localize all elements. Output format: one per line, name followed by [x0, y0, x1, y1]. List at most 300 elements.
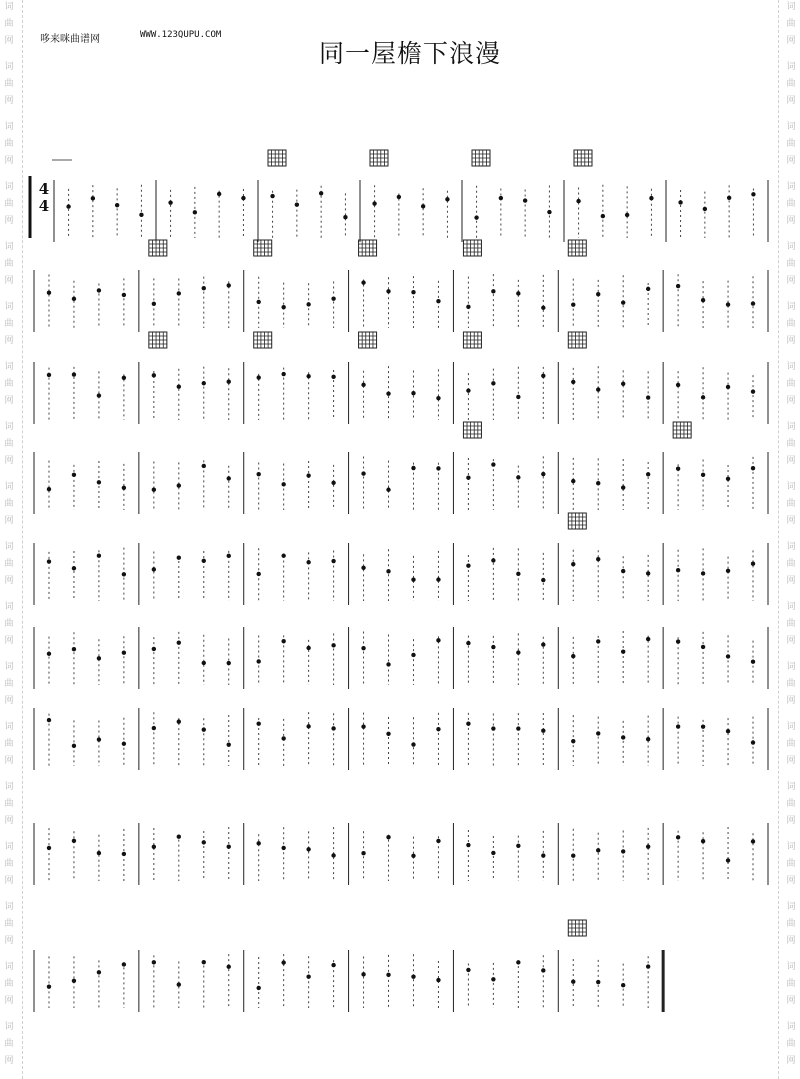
note-head: [361, 646, 365, 650]
note-head: [646, 964, 650, 968]
note-head: [72, 979, 76, 983]
watermark-char: 词: [4, 782, 14, 792]
note-head: [436, 577, 440, 581]
note-head: [97, 554, 101, 558]
note-head: [727, 196, 731, 200]
watermark-char: 词: [786, 302, 796, 312]
note-head: [386, 732, 390, 736]
watermark-char: 曲: [786, 919, 796, 929]
note-head: [436, 638, 440, 642]
watermark-char: 曲: [4, 559, 14, 569]
watermark-char: 曲: [786, 259, 796, 269]
note-head: [306, 724, 310, 728]
note-head: [601, 214, 605, 218]
note-head: [621, 485, 625, 489]
note-head: [361, 471, 365, 475]
note-head: [397, 195, 401, 199]
note-head: [256, 722, 260, 726]
note-head: [343, 215, 347, 219]
note-head: [676, 383, 680, 387]
note-head: [97, 393, 101, 397]
note-head: [421, 204, 425, 208]
note-head: [516, 572, 520, 576]
note-head: [436, 978, 440, 982]
watermark-char: 网: [786, 36, 796, 46]
watermark-char: 词: [4, 62, 14, 72]
note-head: [541, 374, 545, 378]
note-head: [703, 207, 707, 211]
watermark-char: 网: [4, 156, 14, 166]
note-head: [516, 475, 520, 479]
note-head: [701, 839, 705, 843]
note-head: [386, 973, 390, 977]
watermark-char: 网: [4, 516, 14, 526]
note-head: [177, 556, 181, 560]
watermark-char: 网: [4, 696, 14, 706]
note-head: [751, 192, 755, 196]
note-head: [306, 473, 310, 477]
note-head: [47, 291, 51, 295]
watermark-char: 网: [786, 276, 796, 286]
note-head: [227, 845, 231, 849]
note-head: [331, 559, 335, 563]
watermark-char: 曲: [4, 1039, 14, 1049]
note-head: [331, 481, 335, 485]
watermark-char: 曲: [786, 679, 796, 689]
chord-diagram: [568, 920, 586, 936]
note-head: [701, 724, 705, 728]
note-head: [281, 639, 285, 643]
note-head: [596, 639, 600, 643]
note-head: [751, 740, 755, 744]
note-head: [411, 577, 415, 581]
watermark-char: 曲: [4, 379, 14, 389]
note-head: [726, 654, 730, 658]
watermark-char: 词: [4, 902, 14, 912]
note-head: [621, 735, 625, 739]
watermark-char: 曲: [4, 439, 14, 449]
chord-diagram: [254, 332, 272, 348]
note-head: [306, 302, 310, 306]
note-head: [256, 572, 260, 576]
note-head: [227, 283, 231, 287]
note-head: [516, 844, 520, 848]
note-head: [47, 652, 51, 656]
watermark-char: 网: [4, 96, 14, 106]
note-head: [596, 387, 600, 391]
note-head: [202, 840, 206, 844]
watermark-char: 词: [4, 482, 14, 492]
note-head: [281, 960, 285, 964]
note-head: [571, 562, 575, 566]
watermark-char: 词: [4, 722, 14, 732]
note-head: [47, 984, 51, 988]
watermark-char: 曲: [786, 859, 796, 869]
watermark-char: 词: [786, 482, 796, 492]
note-head: [646, 637, 650, 641]
note-head: [751, 389, 755, 393]
note-head: [466, 476, 470, 480]
note-head: [491, 977, 495, 981]
chord-diagram: [568, 240, 586, 256]
watermark-char: 词: [786, 662, 796, 672]
note-head: [466, 968, 470, 972]
watermark-char: 网: [786, 576, 796, 586]
site-url[interactable]: WWW.123QUPU.COM: [140, 30, 222, 40]
note-head: [436, 839, 440, 843]
watermark-char: 词: [4, 1022, 14, 1032]
note-head: [547, 210, 551, 214]
watermark-char: 词: [786, 422, 796, 432]
note-head: [571, 980, 575, 984]
note-head: [596, 980, 600, 984]
note-head: [47, 718, 51, 722]
watermark-char: 曲: [4, 259, 14, 269]
note-head: [596, 481, 600, 485]
watermark-char: 网: [4, 936, 14, 946]
watermark-char: 网: [4, 216, 14, 226]
watermark-char: 曲: [786, 19, 796, 29]
note-head: [152, 302, 156, 306]
watermark-char: 网: [4, 276, 14, 286]
note-head: [516, 395, 520, 399]
note-head: [726, 858, 730, 862]
note-head: [281, 372, 285, 376]
note-head: [676, 639, 680, 643]
note-head: [541, 853, 545, 857]
watermark-char: 曲: [4, 199, 14, 209]
chord-diagram: [254, 240, 272, 256]
note-head: [122, 742, 126, 746]
note-head: [227, 661, 231, 665]
watermark-char: 曲: [4, 319, 14, 329]
note-head: [726, 729, 730, 733]
watermark-char: 曲: [786, 619, 796, 629]
watermark-char: 网: [4, 756, 14, 766]
chord-diagram: [673, 422, 691, 438]
note-head: [386, 662, 390, 666]
watermark-char: 网: [786, 696, 796, 706]
watermark-char: 词: [4, 662, 14, 672]
note-head: [571, 654, 575, 658]
note-head: [491, 462, 495, 466]
note-head: [281, 736, 285, 740]
note-head: [319, 191, 323, 195]
note-head: [47, 846, 51, 850]
note-head: [47, 559, 51, 563]
note-head: [436, 466, 440, 470]
note-head: [177, 640, 181, 644]
chord-diagram: [359, 332, 377, 348]
time-signature-bottom: 4: [38, 197, 50, 215]
watermark-char: 网: [4, 36, 14, 46]
watermark-char: 网: [786, 516, 796, 526]
note-head: [256, 986, 260, 990]
chord-diagram: [359, 240, 377, 256]
note-head: [47, 487, 51, 491]
watermark-char: 网: [786, 756, 796, 766]
note-head: [541, 729, 545, 733]
note-head: [751, 562, 755, 566]
note-head: [256, 841, 260, 845]
note-head: [202, 464, 206, 468]
note-head: [411, 653, 415, 657]
watermark-char: 词: [786, 62, 796, 72]
note-head: [72, 473, 76, 477]
watermark-char: 词: [4, 362, 14, 372]
note-head: [139, 213, 143, 217]
note-head: [386, 391, 390, 395]
note-head: [411, 391, 415, 395]
note-head: [646, 844, 650, 848]
note-head: [491, 726, 495, 730]
note-head: [491, 558, 495, 562]
note-head: [202, 381, 206, 385]
watermark-char: 词: [786, 2, 796, 12]
note-head: [72, 647, 76, 651]
note-head: [331, 963, 335, 967]
note-head: [97, 851, 101, 855]
note-head: [177, 384, 181, 388]
note-head: [168, 200, 172, 204]
watermark-char: 曲: [786, 559, 796, 569]
watermark-char: 网: [4, 996, 14, 1006]
chord-diagram: [463, 422, 481, 438]
note-head: [202, 286, 206, 290]
note-head: [66, 204, 70, 208]
watermark-char: 曲: [786, 139, 796, 149]
note-head: [241, 196, 245, 200]
note-head: [676, 466, 680, 470]
watermark-char: 网: [4, 1056, 14, 1066]
note-head: [576, 199, 580, 203]
watermark-char: 曲: [4, 739, 14, 749]
note-head: [270, 194, 274, 198]
watermark-char: 曲: [786, 319, 796, 329]
note-head: [676, 568, 680, 572]
note-head: [372, 201, 376, 205]
note-head: [646, 287, 650, 291]
chord-diagram: [574, 150, 592, 166]
watermark-char: 曲: [786, 199, 796, 209]
watermark-char: 曲: [4, 979, 14, 989]
note-head: [646, 737, 650, 741]
note-head: [227, 379, 231, 383]
watermark-char: 网: [786, 216, 796, 226]
note-head: [227, 476, 231, 480]
note-head: [491, 645, 495, 649]
note-head: [306, 374, 310, 378]
note-head: [72, 839, 76, 843]
chord-diagram: [149, 332, 167, 348]
note-head: [97, 656, 101, 660]
note-head: [97, 480, 101, 484]
note-head: [621, 300, 625, 304]
note-head: [361, 566, 365, 570]
note-head: [122, 293, 126, 297]
note-head: [97, 737, 101, 741]
note-head: [122, 486, 126, 490]
watermark-char: 网: [4, 816, 14, 826]
watermark-char: 曲: [786, 439, 796, 449]
page-title: 同一屋檐下浪漫: [318, 39, 501, 68]
note-head: [676, 835, 680, 839]
note-head: [91, 196, 95, 200]
note-head: [122, 852, 126, 856]
note-head: [295, 202, 299, 206]
note-head: [281, 482, 285, 486]
note-head: [571, 302, 575, 306]
note-head: [676, 284, 680, 288]
watermark-char: 曲: [786, 799, 796, 809]
time-signature-top: 4: [38, 180, 50, 198]
note-head: [701, 473, 705, 477]
note-head: [177, 483, 181, 487]
watermark-char: 词: [786, 782, 796, 792]
note-head: [331, 296, 335, 300]
watermark-char: 网: [4, 576, 14, 586]
note-head: [72, 566, 76, 570]
note-head: [466, 641, 470, 645]
note-head: [386, 488, 390, 492]
watermark-char: 网: [786, 1056, 796, 1066]
watermark-char: 词: [4, 182, 14, 192]
note-head: [726, 385, 730, 389]
note-head: [47, 373, 51, 377]
note-head: [411, 290, 415, 294]
note-head: [177, 719, 181, 723]
note-head: [571, 739, 575, 743]
note-head: [256, 659, 260, 663]
note-head: [256, 300, 260, 304]
watermark-char: 词: [786, 962, 796, 972]
note-head: [541, 642, 545, 646]
note-head: [152, 373, 156, 377]
note-head: [474, 215, 478, 219]
note-head: [152, 726, 156, 730]
watermark-char: 曲: [786, 1039, 796, 1049]
note-head: [411, 854, 415, 858]
watermark-char: 网: [786, 156, 796, 166]
note-head: [177, 835, 181, 839]
note-head: [72, 297, 76, 301]
watermark-char: 曲: [4, 79, 14, 89]
note-head: [122, 962, 126, 966]
watermark-char: 网: [4, 396, 14, 406]
note-head: [361, 851, 365, 855]
note-head: [152, 647, 156, 651]
note-head: [491, 289, 495, 293]
site-name: 哆来咪曲谱网: [40, 34, 100, 45]
watermark-char: 网: [786, 996, 796, 1006]
watermark-char: 词: [786, 842, 796, 852]
note-head: [361, 280, 365, 284]
note-head: [331, 643, 335, 647]
watermark-char: 词: [786, 362, 796, 372]
chord-diagram: [370, 150, 388, 166]
note-head: [466, 843, 470, 847]
note-head: [676, 724, 680, 728]
note-head: [491, 851, 495, 855]
note-head: [596, 292, 600, 296]
watermark-char: 词: [4, 122, 14, 132]
note-head: [306, 646, 310, 650]
note-head: [122, 572, 126, 576]
note-head: [541, 306, 545, 310]
note-head: [751, 839, 755, 843]
chord-diagram: [463, 332, 481, 348]
note-head: [466, 305, 470, 309]
watermark-char: 曲: [4, 919, 14, 929]
watermark-char: 词: [786, 1022, 796, 1032]
watermark-char: 曲: [4, 499, 14, 509]
note-head: [361, 383, 365, 387]
note-head: [306, 975, 310, 979]
note-head: [436, 299, 440, 303]
watermark-char: 词: [786, 122, 796, 132]
note-head: [701, 645, 705, 649]
note-head: [466, 564, 470, 568]
watermark-char: 网: [786, 636, 796, 646]
watermark-char: 网: [4, 336, 14, 346]
watermark-char: 曲: [786, 379, 796, 389]
watermark-char: 词: [786, 542, 796, 552]
watermark-char: 曲: [786, 499, 796, 509]
note-head: [152, 960, 156, 964]
note-head: [596, 848, 600, 852]
watermark-char: 网: [4, 876, 14, 886]
note-head: [177, 291, 181, 295]
note-head: [361, 972, 365, 976]
watermark-char: 词: [4, 302, 14, 312]
watermark-char: 词: [786, 182, 796, 192]
note-head: [701, 298, 705, 302]
note-head: [202, 727, 206, 731]
note-head: [541, 968, 545, 972]
note-head: [281, 305, 285, 309]
note-head: [678, 200, 682, 204]
note-head: [621, 569, 625, 573]
note-head: [97, 288, 101, 292]
watermark-char: 曲: [786, 739, 796, 749]
note-head: [516, 960, 520, 964]
watermark-char: 曲: [4, 139, 14, 149]
chord-diagram: [568, 332, 586, 348]
note-head: [411, 742, 415, 746]
watermark-char: 词: [4, 2, 14, 12]
note-head: [306, 560, 310, 564]
note-head: [516, 726, 520, 730]
note-head: [571, 380, 575, 384]
note-head: [227, 742, 231, 746]
note-head: [202, 661, 206, 665]
watermark-char: 网: [786, 936, 796, 946]
note-head: [97, 970, 101, 974]
note-head: [115, 203, 119, 207]
note-head: [596, 731, 600, 735]
note-head: [646, 571, 650, 575]
watermark-char: 词: [786, 902, 796, 912]
watermark-char: 曲: [786, 979, 796, 989]
watermark-char: 词: [786, 602, 796, 612]
chord-diagram: [149, 240, 167, 256]
watermark-char: 网: [786, 336, 796, 346]
watermark-char: 词: [4, 962, 14, 972]
watermark-char: 词: [4, 242, 14, 252]
note-head: [227, 554, 231, 558]
note-head: [152, 845, 156, 849]
note-head: [499, 196, 503, 200]
